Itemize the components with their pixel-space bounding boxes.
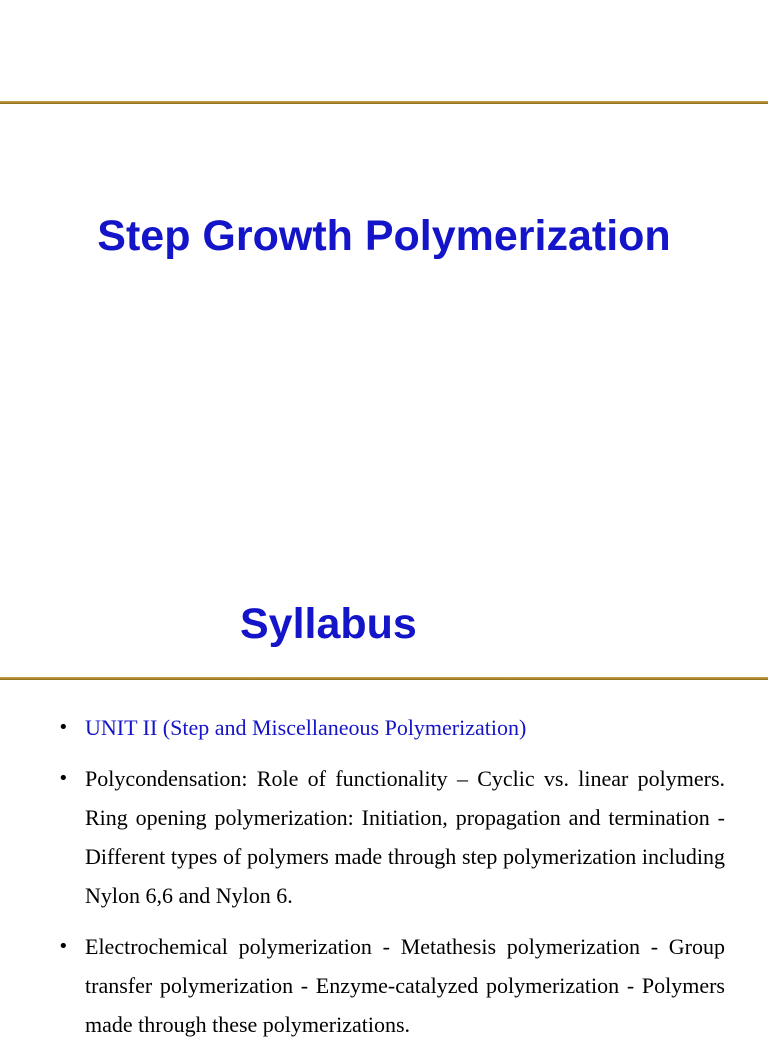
bullet-icon: • xyxy=(58,768,69,789)
syllabus-list xyxy=(55,708,725,1056)
section-divider xyxy=(0,677,768,680)
list-item-text: Electrochemical polymerization - Metathesis polymerization - Group transfer polymerization - Enzyme-catalyzed polymerization - Polymers made through these polymerizations. xyxy=(85,934,725,1037)
list-item-text: Polycondensation: Role of functionality – Cyclic vs. linear polymers. Ring opening polymerization: Initiation, propagation and termination - Different types of polymers made through step polymerization including Nylon 6,6 and Nylon 6. xyxy=(85,766,725,908)
list-item xyxy=(55,708,725,747)
unit-heading: UNIT II (Step and Miscellaneous Polymerization) xyxy=(85,715,527,740)
bullet-icon: • xyxy=(58,717,69,738)
list-item xyxy=(55,759,725,915)
slide-title: Step Growth Polymerization xyxy=(97,212,671,260)
section-title: Syllabus xyxy=(240,600,417,648)
bullet-icon: • xyxy=(58,936,69,957)
top-divider xyxy=(0,101,768,104)
list-item xyxy=(55,927,725,1044)
